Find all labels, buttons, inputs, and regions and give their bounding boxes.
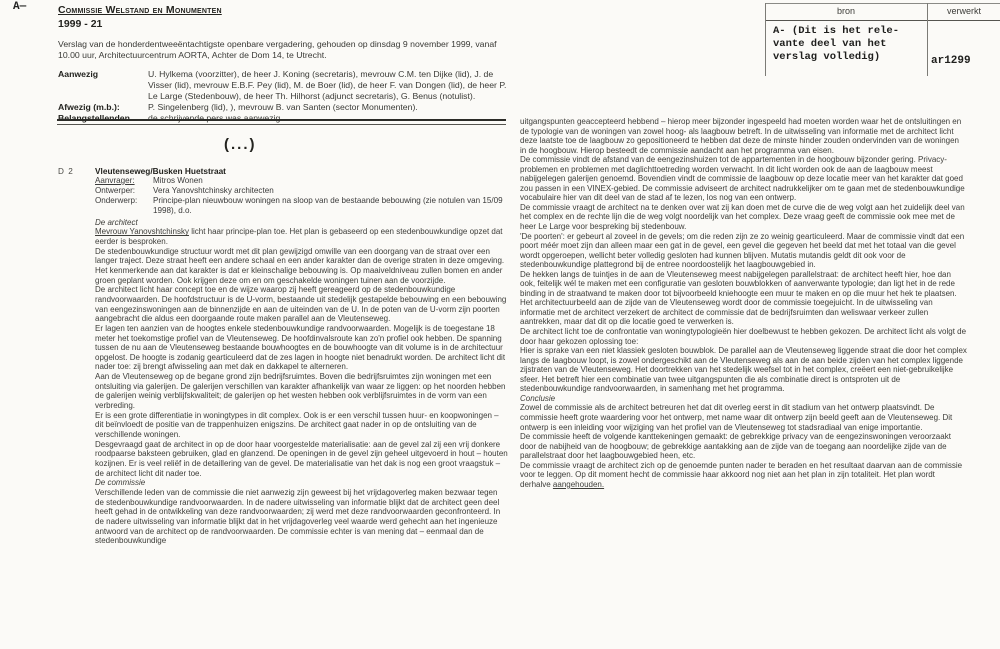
paragraph-text: licht haar principe-plan toe. Het plan is gebaseerd op een stedenbouwkundige opzet dat eerder is besproken.	[95, 227, 503, 246]
paragraph: Er is een grote differentiatie in woningtypes in dit complex. Ook is er een verschil tussen huur- en koopwoningen – dit beïnvloedt de positie van de trappenhuizen enigszins. De architect gaat nader in op de ontsluiting van de verschillende woningen.	[95, 410, 499, 440]
paragraph: Aan de Vleutenseweg op de begane grond zijn bedrijfsruimtes. Boven die bedrijfsruimtes zijn woningen met een ontsluiting via galerijen. De galerijen verschillen van karakter afhankelijk van waar ze liggen: op het noorden hebben de galerijen weinig verblijfskwaliteit; de galerijen op het westen hebben ook verblijfsruimtes in de vorm van een verbreding.	[95, 372, 506, 411]
paragraph: Desgevraagd gaat de architect in op de door haar voorgestelde materialisatie: aan de gevel zal zij een vrij donkere roodpaarse baksteen gebruiken, glad en glanzend. De openingen in de gevel zijn geheel uitgevoerd in hout – houten kozijnen. Er is veel reliëf in de detaillering van de gevel. De materialisatie van het dak is nog een groot vraagstuk – de architect licht dit nader toe.	[95, 439, 508, 478]
section-heading-conclusie: Conclusie	[520, 393, 556, 403]
paragraph: De hekken langs de tuintjes in de aan de Vleutenseweg meest nabijgelegen parallelstraat: de architect heeft hier, hoe dan ook, feitelijk wél te maken met een configuratie van gesloten bouwblokken of aanverwante typologie; dan ligt het in de rede binding in de straatwand te maken door tot bijvoorbeeld kniehoogte een muur te maken en op die muur het hek te plaatsen.	[520, 269, 957, 298]
attendance-row-aanwezig	[58, 69, 508, 102]
paragraph: De stedenbouwkundige structuur wordt met dit plan gewijzigd omwille van een doorgang van de straat over een langer traject. Deze straat heeft een andere schaal en een ander karakter dan de overige straten in deze omgeving. Het kenmerkende aan dat karakter is dat er kleinschalige bebouwing is. Op maaiveldniveau zullen bomen en ander groen geplant worden. Ook krijgen deze om en om geschakelde woningen tuinen aan de voorzijde.	[95, 246, 505, 285]
field-value: Mitros Wonen	[153, 176, 203, 185]
stamp-note-line: vante deel van het	[773, 38, 887, 50]
meeting-intro: Verslag van de honderdentweeëntachtigste openbare vergadering, gehouden op dinsdag 9 november 1999, vanaf 10.00 uur, Architectuurcentrum AORTA, Achter de Dom 14, te Utrecht.	[58, 39, 497, 61]
omission-mark: (...)	[224, 136, 257, 153]
attendance-label: Afwezig (m.b.):	[58, 102, 120, 113]
paragraph-text: De commissie vraagt de architect zich op de genoemde punten nader te beraden en het resultaat daarvan aan de commissie voor te leggen. Op dit moment hecht de commissie haar akkoord nog niet aan het plan in zijn totaliteit. Het plan wordt derhalve	[520, 460, 963, 489]
stamp-column-verwerkt: verwerkt	[946, 6, 981, 16]
stamp-note-line: verslag volledig)	[773, 51, 881, 63]
stamp-column-bron: bron	[836, 6, 855, 16]
architect-name: Mevrouw Yanovshtchinsky	[95, 227, 189, 237]
stamp-note-line: A- (Dit is het rele-	[773, 25, 900, 37]
field-value: Vera Yanovshtchinsky architecten	[153, 185, 274, 195]
field-ontwerper	[95, 186, 508, 196]
agenda-item-title: Vleutenseweg/Busken Huetstraat	[95, 166, 226, 176]
report-number: 1999 - 21	[58, 18, 103, 30]
paragraph	[95, 227, 508, 246]
paragraph: Hier is sprake van een niet klassiek gesloten bouwblok. De parallel aan de Vleutenseweg liggende straat die door het complex langs de laagbouw loopt, is zowel ondergeschikt aan de Vleutenseweg als aan de aan beide zijden van het complex liggende zijstraten van de Vleutenseweg. Het doortrekken van het stedelijk weefsel tot in het complex, creëert een niet-gebruikelijke sfeer. Het betreft hier een combinatie van twee uitgangspunten die als combinatie direct is ontsproten uit de stedenbouwkundige randvoorwaarden, in samenhang met het programma.	[520, 346, 967, 394]
stamp-box-header-line	[765, 20, 1000, 21]
paragraph: 'De poorten': er gebeurt al zoveel in de gevels; om die reden zijn ze zo weinig gearticuleerd. Maar de commissie vindt dat een poort méér moet zijn dan alleen maar een gat in de gevel, een gevel die gegeven het beeld dat met het totaal van die gevel wordt opgeroepen, wellicht beter volledig gesloten had kunnen blijven. Mutatis mutandis geldt dit ook voor de stedenbouwkundige plattegrond bij de entree noordoostelijk het laagbouwgebied in.	[520, 231, 965, 270]
paragraph: De architect licht haar concept toe en de wijze waarop zij heeft gereageerd op de stedenbouwkundige randvoorwaarden. De hoofdstructuur is de U-vorm, bestaande uit stedelijk gestapelde bebouwing en een bebouwing van eengezinswoningen aan de binnenzijde en aan de uiteinden van de U. In de poten van de U-vorm zijn poorten aangebracht die aldus een doorgaande route maken parallel aan de Vleutenseweg.	[95, 285, 507, 324]
paragraph: De commissie vindt de afstand van de eengezinshuizen tot de appartementen in de hoogbouw bijzonder gering. Privacy-problemen en problemen met daglichttoetreding worden verwacht. In dit licht worden ook de aan de laagbouw meest nabijgelegen galerijen genoemd. Bovendien vindt de commissie de laagbouw op deze locatie meer van het karakter dat goed zou passen in een VINEX-gebied. De commissie adviseert de architect nadrukkelijker om te gaan met de stedenbouwkundige vocabulaire hier van dit deel van de stad af te lezen, los nog van een ontwerp.	[520, 155, 965, 203]
paragraph: De commissie heeft de volgende kanttekeningen gemaakt: de gebrekkige privacy van de eengezinswoningen veroorzaakt door de nabijheid van de hoogbouw; de gebrekkige aantakking aan de zijde van de toegang aan noordelijke zijde van de parallelstraat door het laagbouwgebied heen, etc.	[520, 432, 951, 461]
paragraph: uitgangspunten geaccepteerd hebbend – hierop meer bijzonder ingespeeld had moeten worden waar het de ontsluitingen en de typologie van de woningen van zowel hoog- als laagbouw betreft. In de uitwisseling van informatie met de architect licht deze laatste toe de laagbouw zo gepositioneerd te hebben dat deze de minste hinder zouden ondervinden van de woningen in de hoogbouw. Hierop besteedt de commissie aandacht aan het programma van eisen.	[520, 117, 962, 155]
field-label: Onderwerp:	[95, 195, 138, 205]
right-column-body	[520, 117, 967, 489]
left-column-body	[95, 218, 508, 546]
section-heading-commissie: De commissie	[95, 478, 146, 488]
stamp-archive-code: ar1299	[931, 55, 971, 67]
paragraph: Verschillende leden van de commissie die niet aanwezig zijn geweest bij het vrijdagoverleg maken bezwaar tegen de stedenbouwkundige randvoorwaarden. In de nadere uitwisseling van informatie blijkt dat de architect geen deel heeft gehad in de ontwikkeling van deze randvoorwaarden; zij werd met deze randvoorwaarden geconfronteerd. In de nadere uitwisseling van informatie blijkt dat in het vrijdagoverleg veel waarde werd gehecht aan het ingenieuze antwoord van de architect op de randvoorwaarden. De commissie echter is van mening dat – eenmaal dan de stedenbouwkundige	[95, 488, 501, 546]
decision-word: aangehouden.	[552, 479, 605, 489]
attendance-value: P. Singelenberg (lid), ), mevrouw B. van Santen (sector Monumenten).	[148, 102, 418, 113]
attendance-block	[58, 69, 508, 124]
header-divider-rule	[57, 119, 506, 125]
paragraph: Zowel de commissie als de architect betreuren het dat dit overleg eerst in dit stadium van het ontwerp plaatsvindt. De commissie heeft grote waardering voor het ontwerp, met name waar dit ontwerp zijn beeld geeft aan de Vleutenseweg. Dit ontwerp is een inleiding voor wijziging van het profiel van de Vleutenseweg tot stadsradiaal van enige importantie.	[520, 403, 953, 432]
attendance-row-afwezig	[58, 102, 508, 113]
field-label: Aanvrager:	[95, 176, 135, 185]
margin-annotation-a: A—	[13, 1, 27, 13]
attendance-value: de schrijvende pers was aanwezig.	[148, 113, 283, 124]
paragraph: De commissie vraagt de architect na te denken over wat zij kan doen met de curve die de weg volgt aan het zuidelijk deel van het complex en de rechte lijn die de weg volgt noordelijk van het complex. Deze vraag geeft de commissie ook mee met de heer Le Large voor bespreking bij stedenbouw.	[520, 202, 965, 232]
field-value: Principe-plan nieuwbouw woningen na sloop van de bestaande bebouwing (zie notulen van 15/09 1998), d.o.	[153, 195, 503, 215]
agenda-item-number: D 2	[58, 167, 74, 176]
left-column	[95, 166, 508, 546]
stamp-box-top-line	[765, 3, 1000, 4]
right-column	[520, 117, 967, 489]
attendance-label: Belangstellenden	[58, 113, 130, 124]
attendance-value: U. Hylkema (voorzitter), de heer J. Koning (secretaris), mevrouw C.M. ten Dijke (lid), J. de Visser (lid), mevrouw E.B.F. Pey (lid), M. de Boer (lid), de heer F. van Dongen (lid), de heer P. Le Large (Stedenbouw), de heer Th. Hilhorst (adjunct secretaris), G. Benus (notulist).	[148, 69, 507, 102]
field-onderwerp	[95, 196, 508, 216]
paragraph: Er lagen ten aanzien van de hoogtes enkele stedenbouwkundige randvoorwaarden. Mogelijk is de toegestane 18 meter het toekomstige profiel van de Vleutenseweg. De hoofdinvalsroute kan zo'n profiel ook hebben. De spanning tussen de nu aan de Vleutenseweg bestaande bouwhoogtes en de bouwhoogte van dit volume is in de architectuur opgelost. De hoogte is zodanig gearticuleerd dat de zes lagen in hoogte niet benadrukt worden. De architect licht dit nader toe: zij brengt afwisseling aan met dak en dakkapel te alterneren.	[95, 323, 506, 372]
stamp-typewriter-note	[773, 25, 899, 64]
paragraph: Het architectuurbeeld aan de zijde van de Vleutenseweg wordt door de commissie toegejuicht. In de uitwisseling van informatie met de architect verzekert de architect de commissie dat de bedrijfsruimten dan weliswaar verkeer zullen aantrekken, maar dat dit op die locatie goed te verwerken is.	[520, 298, 933, 327]
section-heading-architect: De architect	[95, 217, 138, 227]
paragraph-final	[520, 461, 967, 490]
field-aanvrager	[95, 176, 508, 186]
paragraph: De architect licht toe de confrontatie van woningtypologieën hier doelbewust te hebben gekozen. De architect licht als volgt de door haar gekozen oplossing toe:	[520, 327, 967, 346]
committee-title: Commissie Welstand en Monumenten	[58, 4, 222, 16]
document-header	[58, 4, 508, 124]
field-label: Ontwerper:	[95, 185, 136, 195]
attendance-label: Aanwezig	[58, 69, 99, 80]
